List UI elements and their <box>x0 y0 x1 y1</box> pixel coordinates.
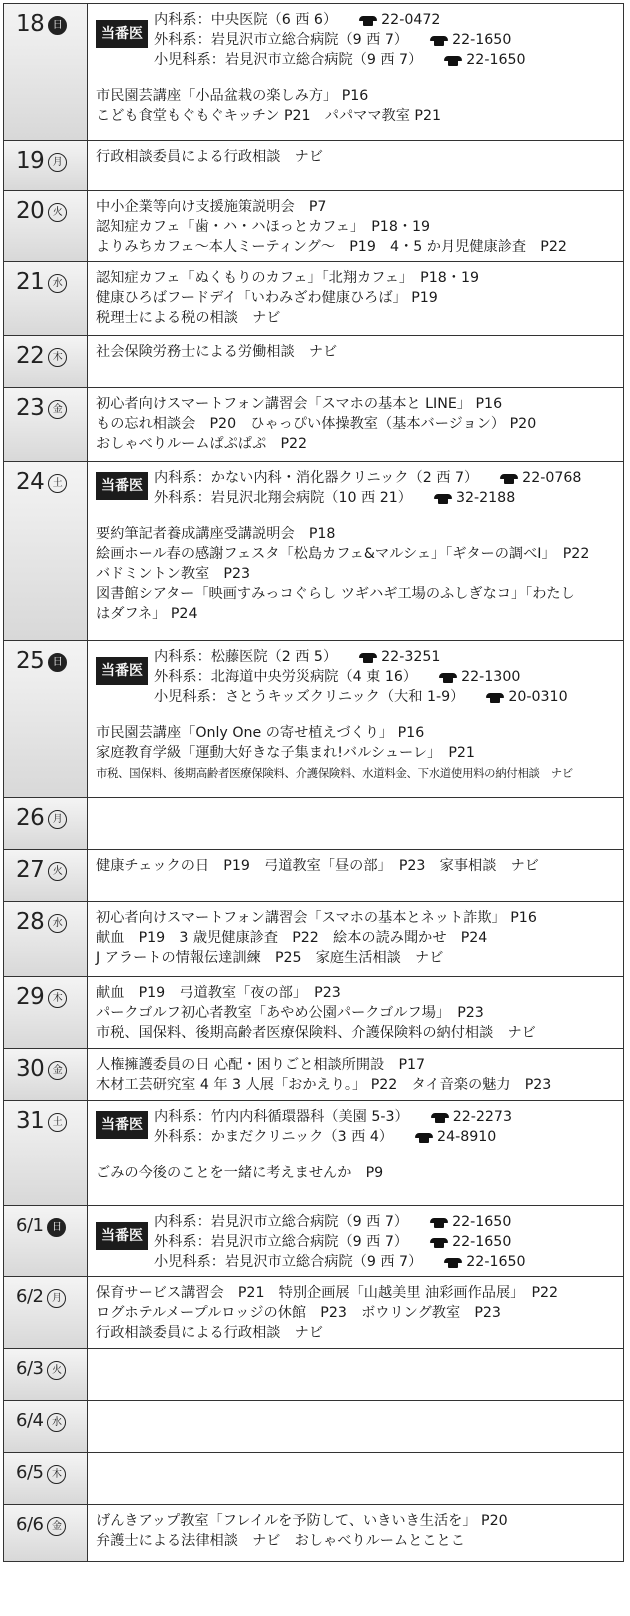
clinic-name: 外科系：岩見沢市立総合病院（9 西 7） <box>154 1234 409 1250</box>
events-cell <box>88 1277 623 1348</box>
date-number: 26 <box>16 805 45 831</box>
clinic-name: 外科系：北海道中央労災病院（4 東 16） <box>154 669 418 685</box>
on-duty-badge: 当番医 <box>96 472 148 500</box>
on-duty-badge: 当番医 <box>96 1111 148 1139</box>
clinic-entry <box>154 667 568 687</box>
clinic-name: 小児科系：岩見沢市立総合病院（9 西 7） <box>154 52 423 68</box>
clinic-name: 外科系：岩見沢市立総合病院（9 西 7） <box>154 32 409 48</box>
events-cell <box>88 462 623 640</box>
on-duty-clinics <box>96 468 615 508</box>
weekday-badge: 日 <box>48 16 67 35</box>
event-line: 市民園芸講座「Only One の寄せ植えづくり」 P16 <box>96 725 425 741</box>
day-row <box>3 798 624 850</box>
day-row <box>3 4 624 141</box>
event-line: 保育サービス講習会 P21 特別企画展「山越美里 油彩画作品展」 P22 <box>96 1285 559 1301</box>
day-row <box>3 1277 624 1349</box>
clinic-name: 小児科系：岩見沢市立総合病院（9 西 7） <box>154 1254 423 1270</box>
phone-icon <box>430 1218 448 1227</box>
clinic-phone: 22-1650 <box>452 1234 512 1250</box>
date-cell <box>4 191 88 261</box>
clinic-entry <box>154 30 526 50</box>
date-cell <box>4 141 88 190</box>
event-line: 図書館シアター「映画すみっコぐらし ツギハギ工場のふしぎなコ」「わたし <box>96 586 575 602</box>
event-line: げんきアップ教室「フレイルを予防して、いきいき生活を」 P20 <box>96 1513 508 1529</box>
clinic-phone: 22-3251 <box>381 649 441 665</box>
on-duty-clinics <box>96 10 615 70</box>
event-line: パークゴルフ初心者教室「あやめ公園パークゴルフ場」 P23 <box>96 1005 484 1021</box>
event-line: 絵画ホール春の感謝フェスタ「松島カフェ&マルシェ」「ギターの調べI」 P22 <box>96 546 590 562</box>
date-cell <box>4 641 88 797</box>
clinic-phone: 22-1650 <box>466 1254 526 1270</box>
clinic-phone: 22-1650 <box>452 1214 512 1230</box>
phone-icon <box>444 1258 462 1267</box>
event-line: 初心者向けスマートフォン講習会「スマホの基本と LINE」 P16 <box>96 396 503 412</box>
events-cell <box>88 641 623 797</box>
date-number: 20 <box>16 198 45 224</box>
clinic-phone: 32-2188 <box>455 490 516 506</box>
weekday-badge: 月 <box>47 1289 66 1308</box>
event-line: 行政相談委員による行政相談 ナビ <box>96 1325 324 1341</box>
date-number: 6/3 <box>16 1358 44 1379</box>
day-row <box>3 1401 624 1453</box>
date-cell <box>4 1277 88 1348</box>
event-line: もの忘れ相談会 P20 ひゃっぴい体操教室（基本バージョン） P20 <box>96 416 537 432</box>
event-line: 献血 P19 3 歳児健康診査 P22 絵本の読み聞かせ P24 <box>96 930 488 946</box>
events-cell <box>88 977 623 1048</box>
date-cell <box>4 462 88 640</box>
day-row <box>3 191 624 262</box>
clinic-list <box>154 647 568 707</box>
clinic-phone: 22-1650 <box>452 32 512 48</box>
day-row <box>3 1349 624 1401</box>
clinic-name: 外科系：かまだクリニック（3 西 4） <box>154 1129 394 1145</box>
event-calendar <box>3 3 624 1562</box>
weekday-badge: 水 <box>48 914 67 933</box>
events-cell <box>88 902 623 976</box>
date-number: 18 <box>16 11 45 37</box>
events-cell <box>88 1349 623 1400</box>
clinic-entry <box>154 10 526 30</box>
date-cell <box>4 1401 88 1452</box>
clinic-name: 内科系：かない内科・消化器クリニック（2 西 7） <box>154 470 479 486</box>
date-cell <box>4 1101 88 1205</box>
weekday-badge: 月 <box>48 153 67 172</box>
date-number: 31 <box>16 1108 45 1134</box>
event-line: 中小企業等向け支援施策説明会 P7 <box>96 199 327 215</box>
event-line: 市税、国保料、後期高齢者医療保険料、介護保険料の納付相談 ナビ <box>96 1025 536 1041</box>
on-duty-badge: 当番医 <box>96 20 148 48</box>
spacer <box>96 707 615 723</box>
clinic-phone: 22-2273 <box>452 1109 512 1125</box>
day-row <box>3 462 624 641</box>
phone-icon <box>486 693 504 702</box>
date-number: 21 <box>16 269 45 295</box>
date-number: 30 <box>16 1056 45 1082</box>
clinic-list <box>154 1107 512 1147</box>
day-row <box>3 262 624 336</box>
events-cell <box>88 1101 623 1205</box>
date-number: 25 <box>16 648 45 674</box>
clinic-phone: 20-0310 <box>508 689 568 705</box>
clinic-phone: 24-8910 <box>437 1129 497 1145</box>
weekday-badge: 月 <box>48 810 67 829</box>
weekday-badge: 日 <box>47 1218 66 1237</box>
clinic-list <box>154 1212 526 1272</box>
on-duty-badge: 当番医 <box>96 1222 148 1250</box>
weekday-badge: 金 <box>48 1061 67 1080</box>
events-cell <box>88 141 623 190</box>
day-row <box>3 336 624 388</box>
day-row <box>3 1206 624 1277</box>
weekday-badge: 木 <box>48 348 67 367</box>
phone-icon <box>431 1113 449 1122</box>
date-cell <box>4 4 88 140</box>
date-cell <box>4 336 88 387</box>
date-number: 6/5 <box>16 1462 44 1483</box>
date-cell <box>4 798 88 849</box>
events-cell <box>88 4 623 140</box>
events-cell <box>88 262 623 335</box>
event-line: おしゃべりルームぱぷぱぷ P22 <box>96 436 308 452</box>
clinic-entry <box>154 687 568 707</box>
date-number: 6/6 <box>16 1514 44 1535</box>
event-line: 市税、国保料、後期高齢者医療保険料、介護保険料、水道料金、下水道使用料の納付相談 ナビ <box>96 766 573 780</box>
clinic-list <box>154 10 526 70</box>
event-line: ごみの今後のことを一緒に考えませんか P9 <box>96 1165 384 1181</box>
phone-icon <box>430 1238 448 1247</box>
events-cell <box>88 1049 623 1100</box>
day-row <box>3 641 624 798</box>
event-line: 市民園芸講座「小品盆栽の楽しみ方」 P16 <box>96 88 369 104</box>
date-cell <box>4 1049 88 1100</box>
events-cell <box>88 1505 623 1561</box>
spacer <box>96 70 615 86</box>
events-cell <box>88 388 623 461</box>
event-line: 家庭教育学級「運動大好きな子集まれ!バルシューレ」 P21 <box>96 745 475 761</box>
date-cell <box>4 850 88 901</box>
clinic-name: 内科系：中央医院（6 西 6） <box>154 12 338 28</box>
event-line: 認知症カフェ「ぬくもりのカフェ」「北翔カフェ」 P18・19 <box>96 270 480 286</box>
date-number: 22 <box>16 343 45 369</box>
day-row <box>3 388 624 462</box>
weekday-badge: 火 <box>47 1361 66 1380</box>
event-line: 弁護士による法律相談 ナビ おしゃべりルームとことこ <box>96 1533 465 1549</box>
event-line: 社会保険労務士による労働相談 ナビ <box>96 344 338 360</box>
date-cell <box>4 977 88 1048</box>
date-number: 23 <box>16 395 45 421</box>
on-duty-clinics <box>96 1212 615 1272</box>
clinic-entry <box>154 647 568 667</box>
event-line: 人権擁護委員の日 心配・困りごと相談所開設 P17 <box>96 1057 426 1073</box>
phone-icon <box>434 494 452 503</box>
on-duty-clinics <box>96 647 615 707</box>
events-cell <box>88 798 623 849</box>
weekday-badge: 日 <box>48 653 67 672</box>
event-line: こども食堂もぐもぐキッチン P21 パパママ教室 P21 <box>96 108 441 124</box>
phone-icon <box>444 56 462 65</box>
events-cell <box>88 1206 623 1276</box>
date-cell <box>4 1453 88 1504</box>
clinic-entry <box>154 1127 512 1147</box>
day-row <box>3 850 624 902</box>
date-number: 29 <box>16 984 45 1010</box>
phone-icon <box>430 36 448 45</box>
date-number: 28 <box>16 909 45 935</box>
weekday-badge: 水 <box>48 274 67 293</box>
weekday-badge: 土 <box>48 1113 67 1132</box>
day-row <box>3 902 624 977</box>
event-line: 認知症カフェ「歯・ハ・ハほっとカフェ」 P18・19 <box>96 219 431 235</box>
event-line: J アラートの情報伝達訓練 P25 家庭生活相談 ナビ <box>96 950 444 966</box>
spacer <box>96 1147 615 1163</box>
clinic-name: 外科系：岩見沢北翔会病院（10 西 21） <box>154 490 412 506</box>
clinic-entry <box>154 1107 512 1127</box>
date-number: 27 <box>16 857 45 883</box>
clinic-name: 小児科系：さとうキッズクリニック（大和 1-9） <box>154 689 465 705</box>
events-cell <box>88 1401 623 1452</box>
event-line: ログホテルメープルロッジの休館 P23 ボウリング教室 P23 <box>96 1305 501 1321</box>
date-number: 6/2 <box>16 1286 44 1307</box>
clinic-list <box>154 468 581 508</box>
date-cell <box>4 1349 88 1400</box>
phone-icon <box>500 474 518 483</box>
day-row <box>3 1049 624 1101</box>
event-line: バドミントン教室 P23 <box>96 566 251 582</box>
events-cell <box>88 850 623 901</box>
phone-icon <box>359 16 377 25</box>
phone-icon <box>359 653 377 662</box>
day-row <box>3 1453 624 1505</box>
date-cell <box>4 262 88 335</box>
weekday-badge: 金 <box>48 400 67 419</box>
clinic-entry <box>154 1232 526 1252</box>
clinic-phone: 22-1650 <box>466 52 526 68</box>
date-number: 24 <box>16 469 45 495</box>
events-cell <box>88 336 623 387</box>
date-number: 19 <box>16 148 45 174</box>
weekday-badge: 金 <box>47 1517 66 1536</box>
events-cell <box>88 191 623 261</box>
weekday-badge: 火 <box>48 203 67 222</box>
date-cell <box>4 902 88 976</box>
on-duty-clinics <box>96 1107 615 1147</box>
phone-icon <box>439 673 457 682</box>
date-number: 6/4 <box>16 1410 44 1431</box>
day-row <box>3 1505 624 1562</box>
clinic-name: 内科系：岩見沢市立総合病院（9 西 7） <box>154 1214 409 1230</box>
event-line: 健康チェックの日 P19 弓道教室「昼の部」 P23 家事相談 ナビ <box>96 858 539 874</box>
phone-icon <box>415 1133 433 1142</box>
date-cell <box>4 1505 88 1561</box>
spacer <box>96 508 615 524</box>
date-number: 6/1 <box>16 1215 44 1236</box>
weekday-badge: 土 <box>48 474 67 493</box>
event-line: 行政相談委員による行政相談 ナビ <box>96 149 324 165</box>
clinic-phone: 22-0768 <box>522 470 582 486</box>
clinic-name: 内科系：竹内内科循環器科（美園 5-3） <box>154 1109 409 1125</box>
clinic-entry <box>154 468 581 488</box>
event-line: はダフネ」 P24 <box>96 606 198 622</box>
event-line: 税理士による税の相談 ナビ <box>96 310 281 326</box>
event-line: 献血 P19 弓道教室「夜の部」 P23 <box>96 985 341 1001</box>
event-line: 要約筆記者養成講座受講説明会 P18 <box>96 526 336 542</box>
day-row <box>3 977 624 1049</box>
clinic-entry <box>154 1252 526 1272</box>
event-line: よりみちカフェ～本人ミーティング～ P19 4・5 か月児健康診査 P22 <box>96 239 567 255</box>
date-cell <box>4 388 88 461</box>
clinic-name: 内科系：松藤医院（2 西 5） <box>154 649 338 665</box>
date-cell <box>4 1206 88 1276</box>
weekday-badge: 木 <box>47 1465 66 1484</box>
on-duty-badge: 当番医 <box>96 657 148 685</box>
event-line: 木材工芸研究室 4 年 3 人展「おかえり。」 P22 タイ音楽の魅力 P23 <box>96 1077 552 1093</box>
weekday-badge: 水 <box>47 1413 66 1432</box>
weekday-badge: 火 <box>48 862 67 881</box>
event-line: 初心者向けスマートフォン講習会「スマホの基本とネット詐欺」 P16 <box>96 910 537 926</box>
day-row <box>3 1101 624 1206</box>
clinic-entry <box>154 1212 526 1232</box>
clinic-entry <box>154 50 526 70</box>
event-line: 健康ひろばフードデイ「いわみざわ健康ひろば」 P19 <box>96 290 438 306</box>
clinic-phone: 22-1300 <box>461 669 521 685</box>
weekday-badge: 木 <box>48 989 67 1008</box>
clinic-phone: 22-0472 <box>381 12 441 28</box>
clinic-entry <box>154 488 581 508</box>
events-cell <box>88 1453 623 1504</box>
day-row <box>3 141 624 191</box>
